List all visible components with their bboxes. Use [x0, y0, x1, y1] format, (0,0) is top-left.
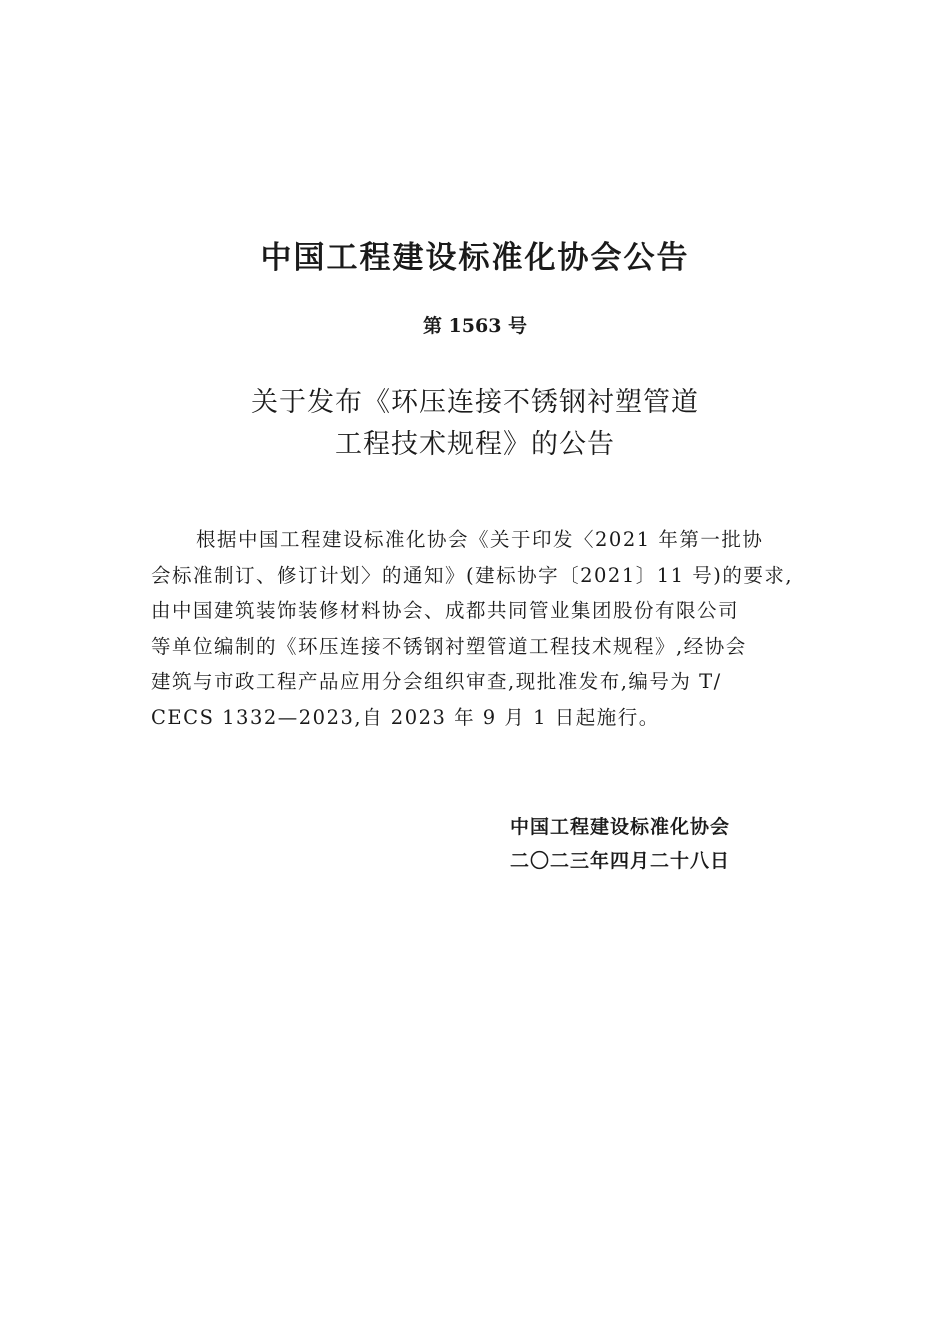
body-line: 等单位编制的《环压连接不锈钢衬塑管道工程技术规程》,经协会	[151, 634, 747, 658]
body-line: 建筑与市政工程产品应用分会组织审查,现批准发布,编号为 T/	[151, 670, 722, 693]
announcement-body	[151, 522, 823, 735]
signature-block	[510, 810, 730, 878]
body-line: 由中国建筑装饰装修材料协会、成都共同管业集团股份有限公司	[151, 599, 740, 622]
announcement-number: 第 1563 号	[422, 315, 528, 337]
subject-line: 关于发布《环压连接不锈钢衬塑管道	[251, 387, 699, 418]
subject-line: 工程技术规程》的公告	[335, 429, 615, 460]
announcement-heading: 中国工程建设标准化协会公告	[260, 240, 690, 276]
announcement-subject	[0, 382, 950, 466]
body-line: 根据中国工程建设标准化协会《关于印发〈2021 年第一批协	[196, 528, 764, 551]
body-line: CECS 1332—2023,自 2023 年 9 月 1 日起施行。	[151, 705, 660, 729]
signature-organization: 中国工程建设标准化协会	[510, 816, 731, 838]
signature-date: 二〇二三年四月二十八日	[510, 850, 731, 872]
body-line: 会标准制订、修订计划〉的通知》(建标协字〔2021〕11 号)的要求,	[151, 563, 794, 587]
